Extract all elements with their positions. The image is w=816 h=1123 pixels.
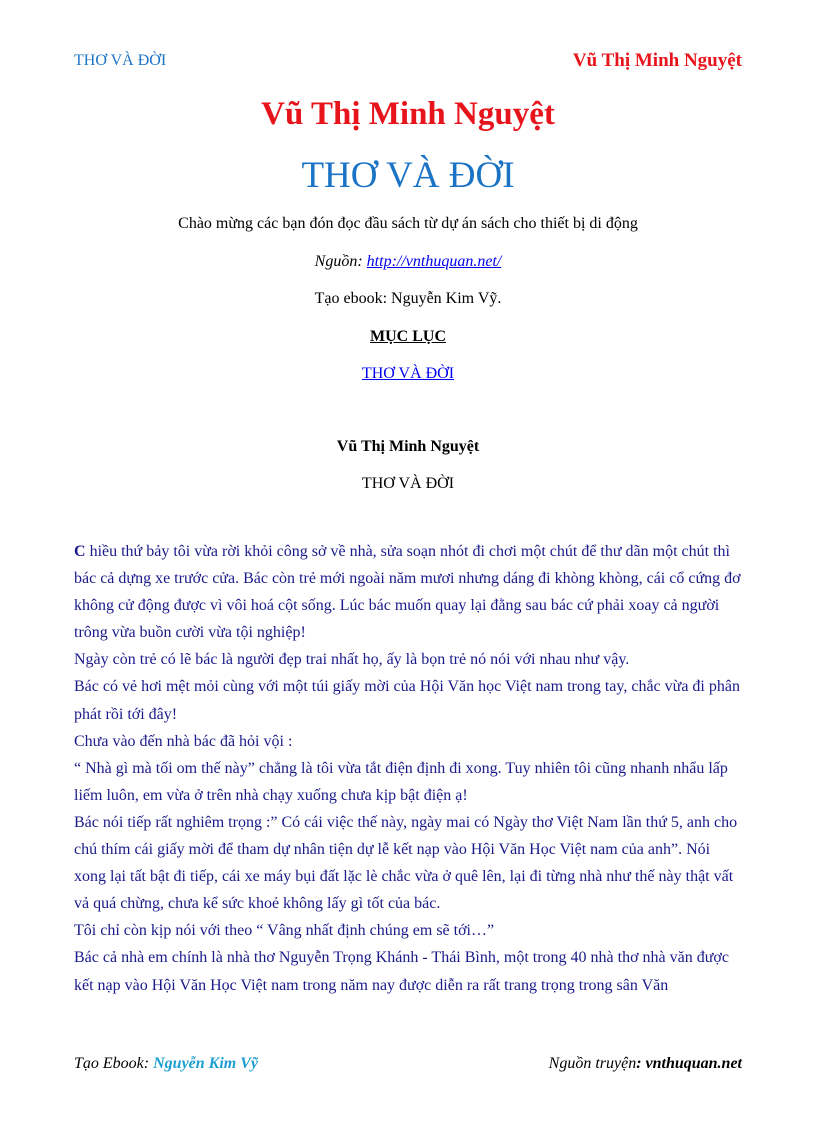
paragraph: Tôi chỉ còn kịp nói với theo “ Vâng nhất định chúng em sẽ tới…” — [74, 922, 495, 940]
welcome-text: Chào mừng các bạn đón đọc đầu sách từ dự án sách cho thiết bị di động — [178, 215, 638, 232]
ebook-credit: Tạo ebook: Nguyễn Kim Vỹ. — [314, 290, 502, 307]
paragraph: Bác nói tiếp rất nghiêm trọng :” Có cái việc thế này, ngày mai có Ngày thơ Việt Nam lần thứ 5, anh cho chú thím cái giấy mời để tham dự nhân tiện dự lễ kết nạp vào Hội Văn Học Việt nam của anh”. Nói xong lại tất bật đi tiếp, cái xe máy bụi đất lặc lè chắc vừa ở quê lên, lại đi từng nhà như thế này thật vất vả quá chừng, chưa kể sức khoẻ không lấy gì tốt của bác. — [74, 813, 738, 913]
paragraph-text: hiều thứ bảy tôi vừa rời khỏi công sở về nhà, sửa soạn nhót đi chơi một chút để thư dãn một chút thì bác cả dựng xe trước cửa. Bác còn trẻ mới ngoài năm mươi nhưng dáng đi khòng khòng, cái cổ cứng đơ không cử động được vì vôi hoá cột sống. Lúc bác muốn quay lại đằng sau bác cứ phải xoay cả người trông vừa buồn cười vừa tội nghiệp! — [74, 543, 741, 642]
footer-source — [549, 1055, 742, 1073]
footer-ebook-credit — [74, 1055, 258, 1073]
paragraph: Ngày còn trẻ có lẽ bác là người đẹp trai nhất họ, ấy là bọn trẻ nó nói với nhau như vậy. — [74, 651, 630, 669]
header-book-title: THƠ VÀ ĐỜI — [74, 52, 167, 69]
source-link[interactable]: http://vnthuquan.net/ — [366, 253, 502, 270]
footer-source-label: Nguồn truyện — [548, 1055, 637, 1072]
paragraph: “ Nhà gì mà tối om thế này” chẳng là tôi vừa tắt điện định đi xong. Tuy nhiên tôi cũng nhanh nhẩu lấp liếm luôn, em vừa ở trên nhà chạy xuống chưa kịp bật điện ạ! — [74, 759, 728, 804]
footer-source-site: vnthuquan.net — [645, 1055, 742, 1072]
paragraph — [74, 538, 742, 646]
dropcap: C — [74, 543, 86, 560]
page-footer — [74, 1055, 742, 1077]
chapter-author: Vũ Thị Minh Nguyệt — [336, 438, 480, 455]
source-label: Nguồn: — [314, 253, 367, 270]
page-header — [74, 50, 742, 76]
title-book: THƠ VÀ ĐỜI — [301, 155, 515, 196]
paragraph: Bác cả nhà em chính là nhà thơ Nguyễn Trọng Khánh - Thái Bình, một trong 40 nhà thơ nhà văn được kết nạp vào Hội Văn Học Việt nam trong năm nay được diễn ra rất trang trọng trong sân Văn — [74, 949, 729, 994]
footer-source-sep: : — [636, 1055, 646, 1072]
title-author: Vũ Thị Minh Nguyệt — [261, 96, 555, 132]
source-line — [0, 253, 816, 271]
toc-heading: MỤC LỤC — [370, 328, 446, 345]
header-author: Vũ Thị Minh Nguyệt — [572, 50, 742, 71]
paragraph: Chưa vào đến nhà bác đã hỏi vội : — [74, 732, 293, 750]
body-text — [74, 538, 742, 999]
toc-link[interactable]: THƠ VÀ ĐỜI — [361, 365, 455, 382]
footer-ebook-label: Tạo Ebook — [74, 1055, 144, 1072]
paragraph: Bác có vẻ hơi mệt mỏi cùng với một túi giấy mời của Hội Văn học Việt nam trong tay, chắc vừa đi phân phát rồi tới đây! — [74, 678, 740, 723]
chapter-title: THƠ VÀ ĐỜI — [361, 475, 455, 492]
footer-ebook-name: Nguyễn Kim Vỹ — [153, 1055, 258, 1072]
footer-ebook-sep: : — [143, 1055, 154, 1072]
